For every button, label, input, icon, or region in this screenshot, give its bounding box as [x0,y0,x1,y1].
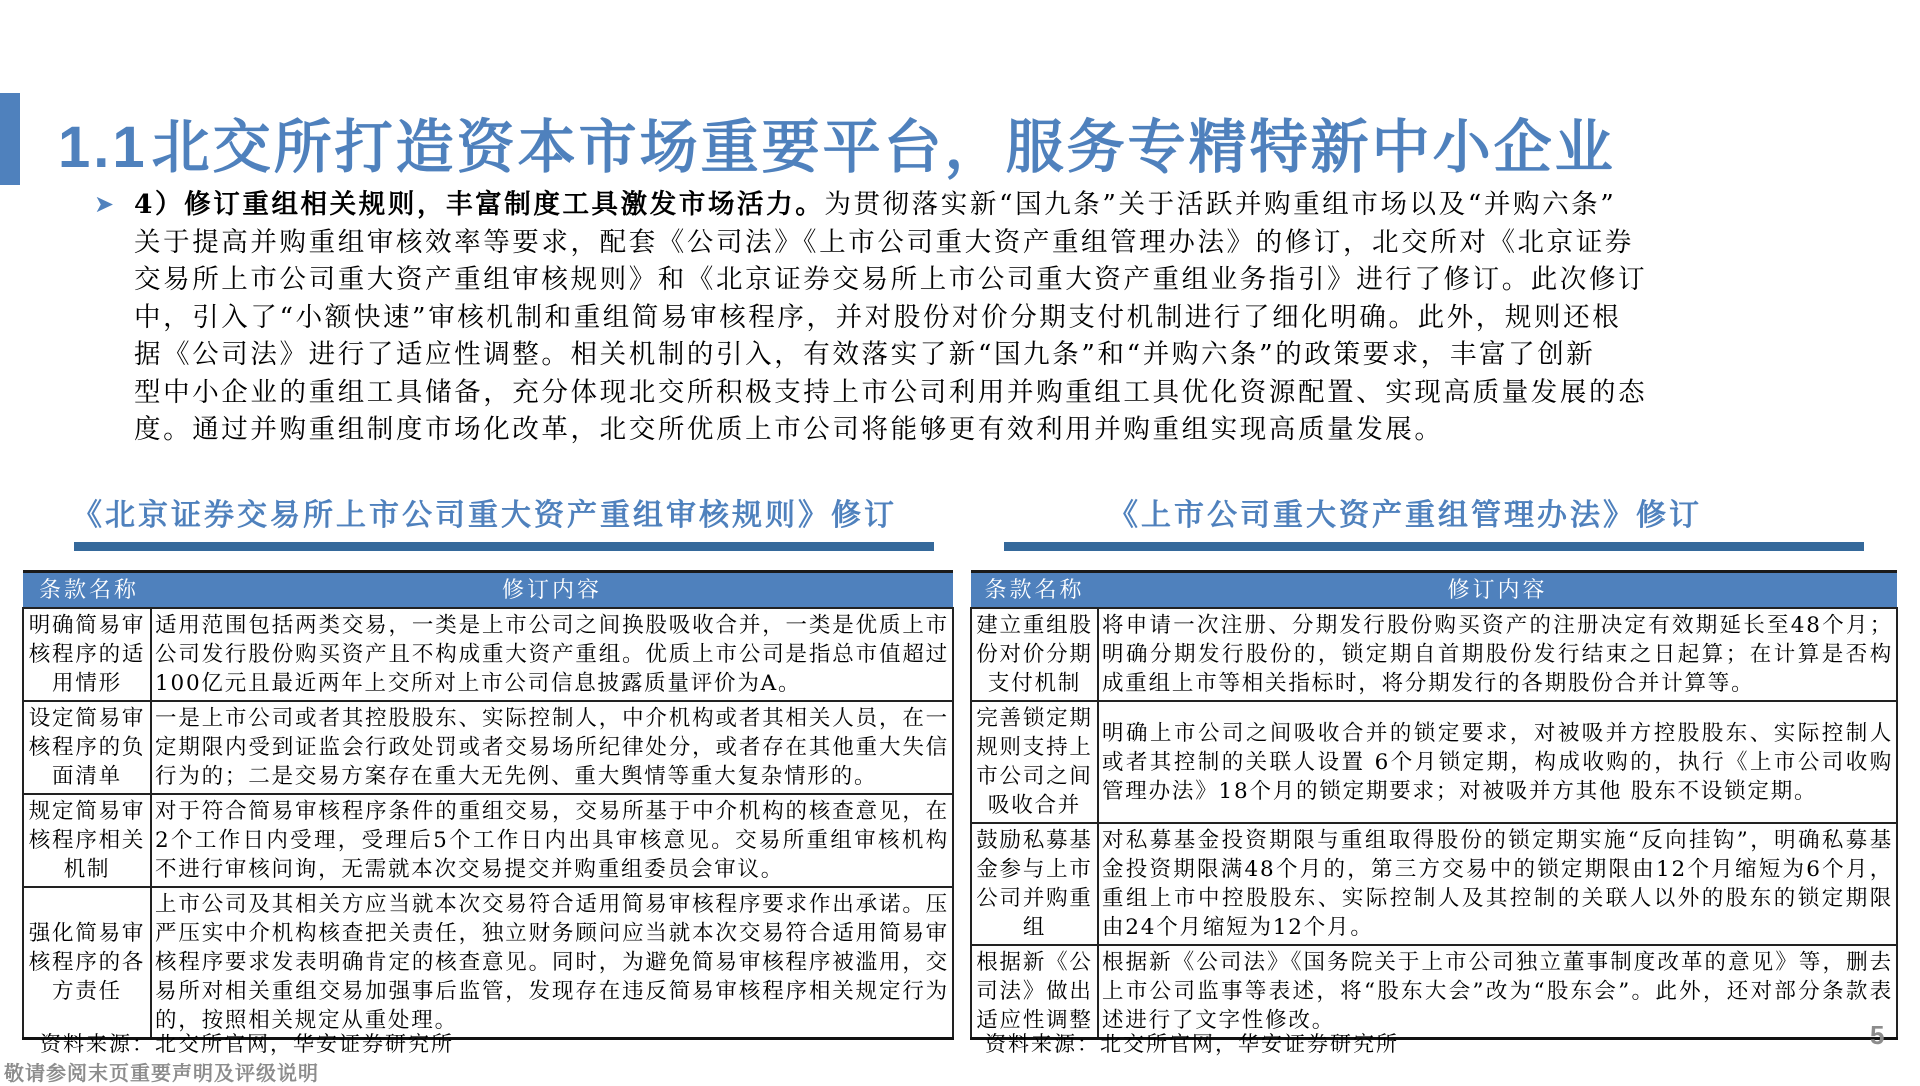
column-header-clause: 条款名称 [971,572,1098,609]
revision-content: 对于符合简易审核程序条件的重组交易，交易所基于中介机构的核查意见，在2个工作日内受理，受理后5个工作日内出具审核意见。交易所重组审核机构不进行审核问询，无需就本次交易提交并购重组委员会审议。 [151,794,953,887]
paragraph-line: 型中小企业的重组工具储备，充分体现北交所积极支持上市公司利用并购重组工具优化资源配置、实现高质量发展的态 [134,376,1648,408]
table-header-row [23,572,953,609]
column-header-content: 修订内容 [151,572,953,609]
paragraph-line-1: 4）修订重组相关规则，丰富制度工具激发市场活力。为贯彻落实新“国九条”关于活跃并购重组市场以及“并购六条” [134,189,1617,220]
right-source-note: 资料来源：北交所官网，华安证券研究所 [985,1032,1399,1056]
clause-name: 设定简易审核程序的负面清单 [23,701,151,794]
table-row [971,823,1897,945]
title-text: 北交所打造资本市场重要平台，服务专精特新中小企业 [151,113,1616,181]
right-table-subtitle: 《上市公司重大资产重组管理办法》修订 [1108,498,1702,533]
paragraph-line: 度。通过并购重组制度市场化改革，北交所优质上市公司将能够更有效利用并购重组实现高质量发展。 [134,414,1444,445]
column-header-clause: 条款名称 [23,572,151,609]
page-number: 5 [1870,1020,1885,1050]
clause-name: 建立重组股份对价分期支付机制 [971,608,1098,701]
clause-name: 完善锁定期规则支持上市公司之间吸收合并 [971,701,1098,823]
paragraph-line: 关于提高并购重组审核效率等要求，配套《公司法》《上市公司重大资产重组管理办法》的修订，北交所对《北京证券 [134,226,1634,258]
paragraph-line: 中，引入了“小额快速”审核机制和重组简易审核程序，并对股份对价分期支付机制进行了细化明确。此外，规则还根 [134,301,1622,333]
right-subtitle-underline [1004,542,1864,551]
clause-name: 规定简易审核程序相关机制 [23,794,151,887]
revision-content: 明确上市公司之间吸收合并的锁定要求，对被吸并方控股股东、实际控制人或者其控制的关联人设置 6个月锁定期，构成收购的，执行《上市公司收购管理办法》18个月的锁定期要求；对被吸并方其他 股东不设锁定期。 [1098,701,1897,823]
title-accent-bar [0,93,20,185]
revision-content: 适用范围包括两类交易，一类是上市公司之间换股吸收合并，一类是优质上市公司发行股份购买资产且不构成重大资产重组。优质上市公司是指总市值超过100亿元且最近两年上交所对上市公司信息披露质量评价为A。 [151,608,953,701]
body-paragraph [96,186,1808,449]
table-row [971,701,1897,823]
paragraph-line: 据《公司法》进行了适应性调整。相关机制的引入，有效落实了新“国九条”和“并购六条”的政策要求，丰富了创新 [134,339,1596,370]
table-row [971,945,1897,1039]
right-revision-table [970,570,1898,1040]
page-title [58,100,1616,184]
clause-name: 根据新《公司法》做出适应性调整 [971,945,1098,1039]
table-row [23,794,953,887]
clause-name: 鼓励私募基金参与上市公司并购重组 [971,823,1098,945]
revision-content: 根据新《公司法》《国务院关于上市公司独立董事制度改革的意见》等，删去上市公司监事等表述，将“股东大会”改为“股东会”。此外，还对部分条款表述进行了文字性修改。 [1098,945,1897,1039]
table-row [971,608,1897,701]
table-row [23,701,953,794]
paragraph-line: 交易所上市公司重大资产重组审核规则》和《北京证券交易所上市公司重大资产重组业务指引》进行了修订。此次修订 [134,264,1648,295]
left-subtitle-underline [74,542,934,551]
table-header-row [971,572,1897,609]
left-revision-table [22,570,954,1040]
left-table-subtitle: 《北京证券交易所上市公司重大资产重组审核规则》修订 [72,498,897,533]
clause-name: 明确简易审核程序的适用情形 [23,608,151,701]
left-source-note: 资料来源：北交所官网，华安证券研究所 [40,1032,454,1056]
footer-disclaimer: 敬请参阅末页重要声明及评级说明 [4,1061,319,1085]
table-row [23,887,953,1039]
revision-content: 对私募基金投资期限与重组取得股份的锁定期实施“反向挂钩”，明确私募基金投资期限满48个月的，第三方交易中的锁定期限由12个月缩短为6个月，重组上市中控股股东、实际控制人及其控制的关联人以外的股东的锁定期限由24个月缩短为12个月。 [1098,823,1897,945]
revision-content: 上市公司及其相关方应当就本次交易符合适用简易审核程序要求作出承诺。压严压实中介机构核查把关责任，独立财务顾问应当就本次交易符合适用简易审核程序要求发表明确肯定的核查意见。同时，为避免简易审核程序被滥用，交易所对相关重组交易加强事后监管，发现存在违反简易审核程序相关规定行为的，按照相关规定从重处理。 [151,887,953,1039]
paragraph-lead: 4）修订重组相关规则，丰富制度工具激发市场活力。 [134,189,825,220]
clause-name: 强化简易审核程序的各方责任 [23,887,151,1039]
table-row [23,608,953,701]
revision-content: 将申请一次注册、分期发行股份购买资产的注册决定有效期延长至48个月；明确分期发行股份的，锁定期自首期股份发行结束之日起算；在计算是否构成重组上市等相关指标时，将分期发行的各期股份合并计算等。 [1098,608,1897,701]
section-number: 1.1 [58,115,148,180]
revision-content: 一是上市公司或者其控股股东、实际控制人，中介机构或者其相关人员，在一定期限内受到证监会行政处罚或者交易场所纪律处分，或者存在其他重大失信行为的；二是交易方案存在重大无先例、重大舆情等重大复杂情形的。 [151,701,953,794]
column-header-content: 修订内容 [1098,572,1897,609]
arrow-bullet-icon: ➤ [94,190,117,218]
